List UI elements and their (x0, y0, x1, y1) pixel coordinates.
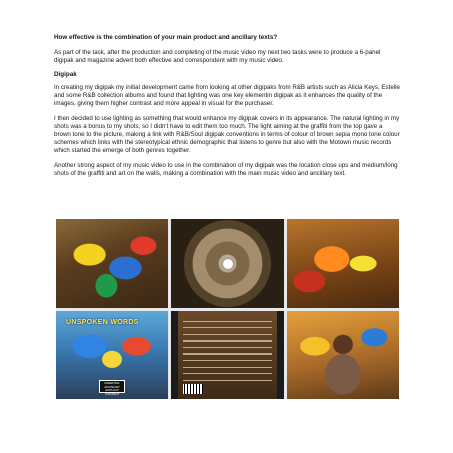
artist-portrait-photo (287, 311, 399, 400)
cd-disc-photo (171, 219, 283, 308)
digipak-paragraph-2: I then decided to use lighting as something that would enhance my digipak covers in its appearance. The natural lighting in my shots was a bonus to my shots, so I didn't have to edit them too much. The light aiming at the graffiti from the top gave a brown tone to the picture, making a link with R&B/Soul digipak conventions in terms of colour of brown sepia mono tone colour schemes which links with the stereotypical ethnic demographic that listens to genre but also with the Motown music records which started the emerge of both genres together. (54, 114, 400, 155)
digipak-paragraph-1: In creating my digipak my initial development came from looking at other digipaks from R&B artists such as Alicia Keys, Estelle and some R&B collection albums and found that lighting was one key elementin digipak as it enhances the quality of the images, giving them higher contrast and more appeal in visual for the purchaser. (54, 84, 400, 108)
left-spine (171, 311, 178, 400)
intro-paragraph: As part of the task, after the production and completing of the music video my next two tasks were to produce a 6-panel digipak and magazine advert both effective and correspondent with my music video. (54, 48, 381, 65)
front-cover (56, 311, 168, 400)
graffiti-closeup-photo (287, 219, 399, 308)
digipak-subheading: Digipak (54, 71, 77, 79)
right-spine (277, 311, 284, 400)
graffiti-wall-photo (56, 219, 168, 308)
barcode (183, 384, 203, 394)
question-heading: How effective is the combination of your main product and ancillary texts? (54, 34, 278, 41)
parental-advisory-label: PARENTAL ADVISORY EXPLICIT CONTENT (99, 380, 125, 393)
document-body (54, 34, 400, 184)
cover-title: UNSPOKEN WORDS (66, 318, 139, 326)
digipak-paragraph-3: Another strong aspect of my music video to use in the combination of my digipak was the location close ups and medium/long shots of the graffiti and art on the walls, making a combination with the main music video and ancillary text. (54, 161, 398, 177)
track-lines (183, 321, 271, 382)
back-cover-tracklist (171, 311, 283, 400)
digipak-image (56, 219, 399, 399)
